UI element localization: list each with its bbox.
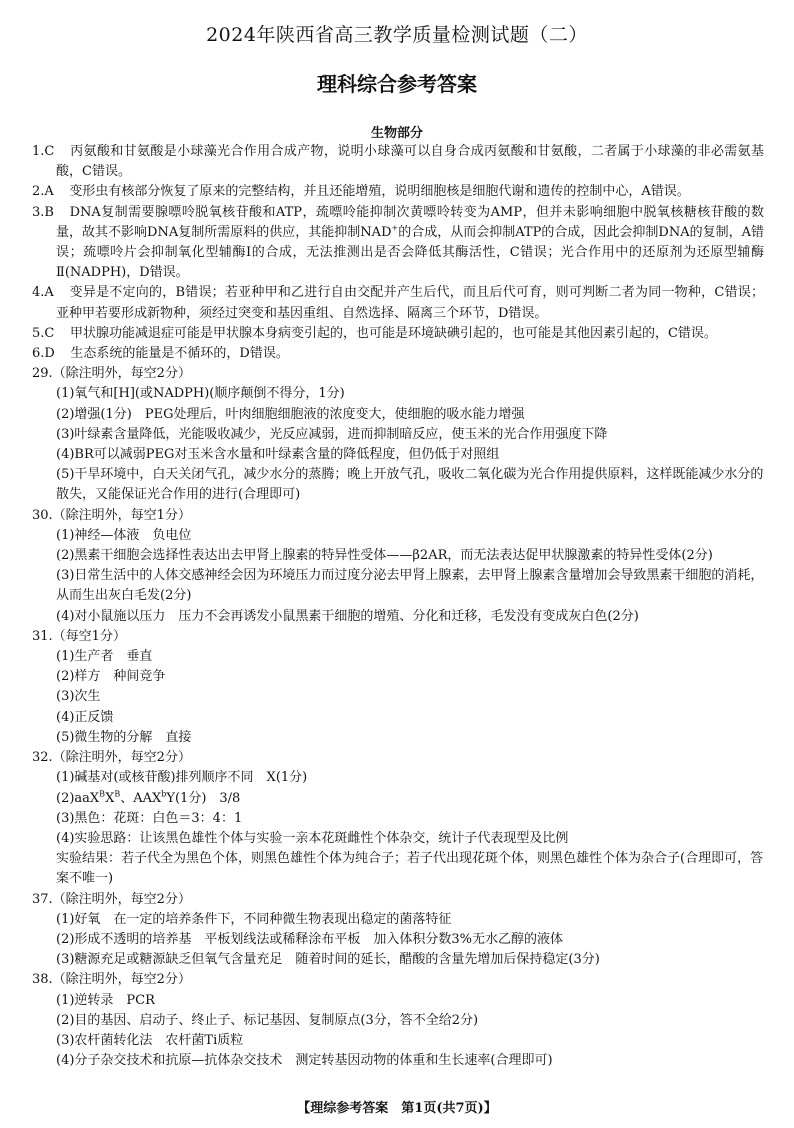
answer-line: (2)增强(1分) PEG处理后，叶肉细胞细胞液的浓度变大，使细胞的吸水能力增强 [56,406,525,422]
answer-text: 甲状腺功能减退症可能是甲状腺本身病变引起的，也可能是环境缺碘引起的，也可能是其他因素引起的，C错误。 [69,325,717,341]
answer-line: (2)目的基因、启动子、终止子、标记基因、复制原点(3分，答不全给2分) [56,1012,479,1028]
answer-text: 的合成，从而会抑制ATP的合成，因此会抑制DNA的复制，A错误；巯嘌呤片会抑制氧化型辅酶Ⅰ的合成，无法推测出是否会降低其酶活性，C错误；光合作用中的还原剂为还原型辅酶Ⅱ(NADPH)，D错误。 [56,224,765,281]
answer-number: 6.D [32,346,55,362]
page-title: 2024年陕西省高三教学质量检测试题（二） [206,24,588,46]
answer-line: (2)形成不透明的培养基 平板划线法或稀释涂布平板 加入体积分数3%无水乙醇的液体 [56,931,564,947]
genotype-text: X [105,790,115,806]
question-heading: 31.（每空1分） [32,628,126,644]
superscript: + [391,223,399,233]
answer-body [32,142,764,1071]
answer-line: (4)对小鼠施以压力 压力不会再诱发小鼠黑素干细胞的增殖、分化和迁移，毛发没有变成灰白色(2分) [56,608,639,624]
answer-line: (1)氧气和[H](或NADPH)(顺序颠倒不得分，1分) [56,386,345,402]
answer-number: 3.B [32,204,54,220]
answer-item [32,182,764,202]
answer-line: (1)逆转录 PCR [56,992,155,1008]
genotype-text: Y(1分) 3/8 [166,790,241,806]
answer-line: (4)实验思路：让该黑色雄性个体与实验一亲本花斑雌性个体杂交，统计子代表现型及比例 [56,830,569,846]
answer-number: 1.C [32,144,55,159]
page-footer: 【理综参考答案 第1页(共7页)】 [297,1101,497,1116]
answer-text: 变异是不定向的，B错误；若亚种甲和乙进行自由交配并产生后代，而且后代可育，则可判断二者为同一物种，C错误；亚种甲若要形成新物种，须经过突变和基因重组、自然选择、隔离三个环节，D错误。 [56,285,764,321]
question-heading: 38.（除注明外，每空2分） [32,972,191,988]
superscript: B [99,789,106,799]
answer-line: (3)叶绿素含量降低，光能吸收减少，光反应减弱，进而抑制暗反应，使玉米的光合作用强度下降 [56,426,608,442]
answer-item [32,324,764,344]
page-subtitle: 理科综合参考答案 [317,72,477,96]
answer-item [32,142,764,182]
answer-line: (2)黑素干细胞会选择性表达出去甲肾上腺素的特异性受体——β2AR，而无法表达促甲状腺激素的特异性受体(2分) [56,548,713,564]
question-heading: 30.（除注明外，每空1分） [32,507,191,523]
answer-line: (1)碱基对(或核苷酸)排列顺序不同 X(1分) [56,770,308,786]
genotype-text: 、AAX [120,790,162,806]
answer-line: (3)次生 [56,689,101,705]
answer-line: (2)样方 种间竞争 [56,669,166,685]
answer-text: DNA复制需要腺嘌呤脱氧核苷酸和ATP，巯嘌呤能抑制次黄嘌呤转变为AMP，但并未影响细胞中脱氧核糖核苷酸的数量，故其不影响DNA复制所需原料的供应，其能抑制NAD [56,204,764,240]
section-heading: 生物部分 [370,126,423,141]
answer-line: (3)黑色：花斑：白色＝3：4：1 [56,810,243,826]
genotype-text: (2)aaX [56,790,100,806]
answer-number: 5.C [32,325,55,341]
answer-line: (3)日常生活中的人体交感神经会因为环境压力而过度分泌去甲肾上腺素，去甲肾上腺素含量增加会导致黑素干细胞的消耗，从而生出灰白毛发(2分) [56,568,764,604]
answer-item [32,203,764,284]
answer-item [32,283,764,323]
answer-line: (5)干旱环境中，白天关闭气孔，减少水分的蒸腾；晚上开放气孔，吸收二氧化碳为光合作用提供原料，这样既能减少水分的散失，又能保证光合作用的进行(合理即可) [56,467,764,503]
answer-text: 变形虫有核部分恢复了原来的完整结构，并且还能增殖，说明细胞核是细胞代谢和遗传的控制中心，A错误。 [69,184,690,200]
answer-line: (1)好氧 在一定的培养条件下，不同种微生物表现出稳定的菌落特征 [56,911,452,927]
answer-line: (1)生产者 垂直 [56,649,153,665]
answer-line [32,789,764,809]
answer-line: (4)BR可以减弱PEG对玉米含水量和叶绿素含量的降低程度，但仍低于对照组 [56,447,500,463]
question-heading: 29.（除注明外，每空2分） [32,366,191,382]
superscript: b [161,789,167,799]
answer-line: (1)神经—体液 负电位 [56,527,192,543]
answer-line: 实验结果：若子代全为黑色个体，则黑色雄性个体为纯合子；若子代出现花斑个体，则黑色雄性个体为杂合子(合理即可，答案不唯一) [56,851,764,887]
answer-line: (3)农杆菌转化法 农杆菌Ti质粒 [56,1032,244,1048]
answer-text: 丙氨酸和甘氨酸是小球藻光合作用合成产物，说明小球藻可以自身合成丙氨酸和甘氨酸，二者属于小球藻的非必需氨基酸，C错误。 [56,144,764,180]
answer-number: 2.A [32,184,54,200]
question-heading: 32.（除注明外，每空2分） [32,750,191,766]
answer-line: (4)分子杂交技术和抗原—抗体杂交技术 测定转基因动物的体重和生长速率(合理即可) [56,1053,553,1069]
answer-line: (5)微生物的分解 直接 [56,729,192,745]
answer-number: 4.A [32,285,54,301]
answer-item [32,344,764,364]
answer-line: (4)正反馈 [56,709,114,725]
answer-text: 生态系统的能量是不循环的，D错误。 [70,346,289,362]
question-heading: 37.（除注明外，每空2分） [32,891,191,907]
answer-line: (3)糖源充足或糖源缺乏但氧气含量充足 随着时间的延长，醋酸的含量先增加后保持稳定(3分) [56,952,600,968]
superscript: B [114,789,121,799]
